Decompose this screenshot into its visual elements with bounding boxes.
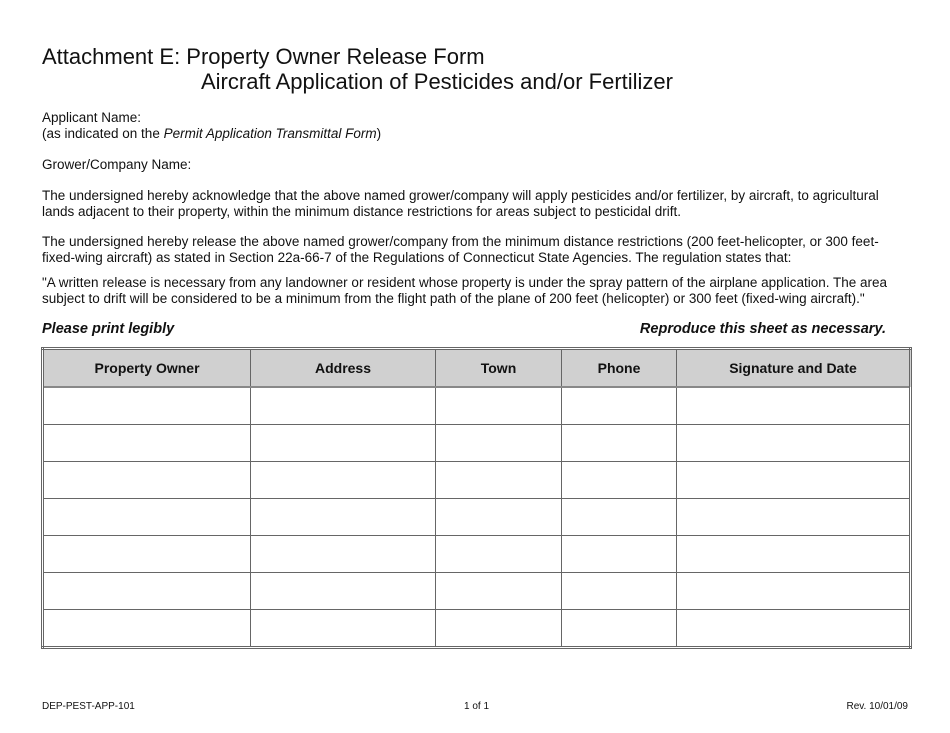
property-owner-cell[interactable] xyxy=(43,387,251,425)
table-row xyxy=(43,536,911,573)
header-address: Address xyxy=(251,349,436,388)
address-cell[interactable] xyxy=(251,387,436,425)
address-cell[interactable] xyxy=(251,462,436,499)
table-row xyxy=(43,573,911,610)
table-row xyxy=(43,499,911,536)
note-italic: Permit Application Transmittal Form xyxy=(163,126,377,141)
address-cell[interactable] xyxy=(251,425,436,462)
note-pre: (as indicated on the xyxy=(42,126,164,141)
grower-company-label: Grower/Company Name: xyxy=(42,157,192,172)
phone-cell[interactable] xyxy=(562,536,677,573)
revision-date: Rev. 10/01/09 xyxy=(846,701,908,712)
table-row xyxy=(43,462,911,499)
phone-cell[interactable] xyxy=(562,387,677,425)
property-owner-cell[interactable] xyxy=(43,573,251,610)
property-owner-cell[interactable] xyxy=(43,425,251,462)
header-phone: Phone xyxy=(562,349,677,388)
title-line-2: Aircraft Application of Pesticides and/or Fertilizer xyxy=(201,69,673,94)
property-owner-table xyxy=(41,347,912,649)
property-owner-cell[interactable] xyxy=(43,499,251,536)
town-cell[interactable] xyxy=(436,425,562,462)
property-owner-cell[interactable] xyxy=(43,462,251,499)
town-cell[interactable] xyxy=(436,573,562,610)
phone-cell[interactable] xyxy=(562,462,677,499)
town-cell[interactable] xyxy=(436,462,562,499)
property-owner-cell[interactable] xyxy=(43,536,251,573)
table-row xyxy=(43,425,911,462)
reproduce-note: Reproduce this sheet as necessary. xyxy=(639,321,886,337)
note-post: ) xyxy=(376,126,382,141)
town-cell[interactable] xyxy=(436,536,562,573)
address-cell[interactable] xyxy=(251,536,436,573)
applicant-name-label: Applicant Name: xyxy=(42,110,142,125)
signature-date-cell[interactable] xyxy=(677,425,911,462)
signature-date-cell[interactable] xyxy=(677,536,911,573)
release-paragraph: The undersigned hereby release the above named grower/company from the minimum distance restrictions (200 feet-helicopter, or 300 feet-fixed-wing aircraft) as stated in Section 22a-66-7 of the Regulations of Connecticut State Agencies. The regulation states that: xyxy=(42,234,879,265)
town-cell[interactable] xyxy=(436,499,562,536)
header-signature-date: Signature and Date xyxy=(677,349,911,388)
signature-date-cell[interactable] xyxy=(677,462,911,499)
phone-cell[interactable] xyxy=(562,499,677,536)
header-property-owner: Property Owner xyxy=(43,349,251,388)
signature-date-cell[interactable] xyxy=(677,387,911,425)
address-cell[interactable] xyxy=(251,573,436,610)
applicant-note xyxy=(42,126,902,142)
town-cell[interactable] xyxy=(436,610,562,648)
phone-cell[interactable] xyxy=(562,573,677,610)
signature-date-cell[interactable] xyxy=(677,610,911,648)
acknowledgement-paragraph: The undersigned hereby acknowledge that the above named grower/company will apply pesticides and/or fertilizer, by aircraft, to agricultural lands adjacent to their property, within the minimum distance restrictions for areas subject to pesticidal drift. xyxy=(42,188,879,219)
address-cell[interactable] xyxy=(251,610,436,648)
phone-cell[interactable] xyxy=(562,610,677,648)
title-line-1: Attachment E: Property Owner Release Form xyxy=(42,44,485,69)
table-row xyxy=(43,610,911,648)
print-legibly-note: Please print legibly xyxy=(42,321,175,337)
address-cell[interactable] xyxy=(251,499,436,536)
regulation-quote: "A written release is necessary from any landowner or resident whose property is under the spray pattern of the airplane application. The area subject to drift will be considered to be a minimum from the flight path of the plane of 200 feet (helicopter) or 300 feet (fixed-wing aircraft)." xyxy=(42,275,888,306)
signature-date-cell[interactable] xyxy=(677,499,911,536)
header-town: Town xyxy=(436,349,562,388)
page-number: 1 of 1 xyxy=(464,701,490,712)
form-id: DEP-PEST-APP-101 xyxy=(42,701,135,712)
phone-cell[interactable] xyxy=(562,425,677,462)
property-owner-cell[interactable] xyxy=(43,610,251,648)
town-cell[interactable] xyxy=(436,387,562,425)
table-header-row xyxy=(43,349,911,388)
table-row xyxy=(43,387,911,425)
signature-date-cell[interactable] xyxy=(677,573,911,610)
